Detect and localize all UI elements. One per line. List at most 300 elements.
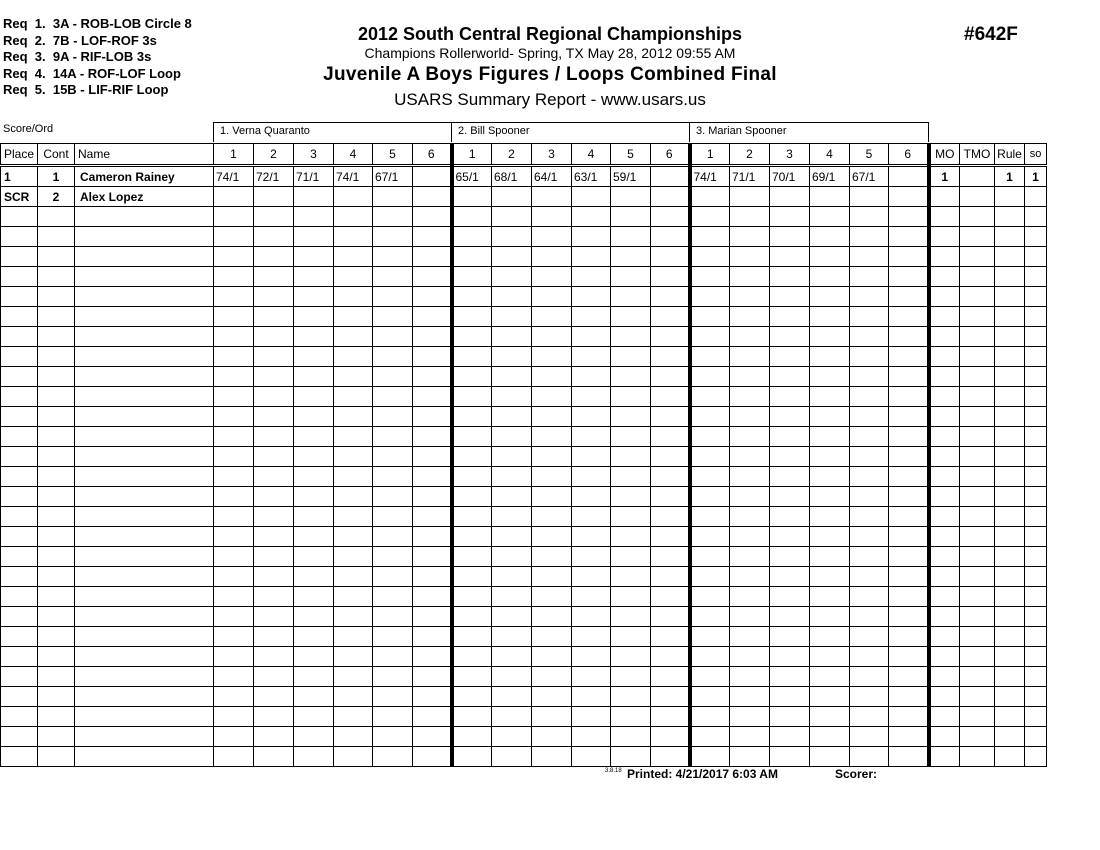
empty-cell	[254, 647, 294, 667]
empty-cell	[995, 287, 1025, 307]
empty-cell	[929, 607, 960, 627]
empty-cell	[1, 487, 38, 507]
empty-cell	[572, 487, 611, 507]
empty-cell	[452, 207, 492, 227]
col-j3-fig4: 4	[810, 144, 850, 166]
empty-cell	[413, 287, 452, 307]
empty-cell	[611, 407, 651, 427]
empty-cell	[730, 407, 770, 427]
empty-cell	[810, 647, 850, 667]
so-cell	[1025, 187, 1047, 207]
empty-cell	[214, 467, 254, 487]
requirement-4: Req 4. 14A - ROF-LOF Loop	[3, 65, 181, 81]
empty-cell	[413, 747, 452, 767]
score-cell: 74/1	[214, 166, 254, 187]
empty-cell	[492, 747, 532, 767]
empty-cell	[960, 267, 995, 287]
empty-cell	[572, 567, 611, 587]
empty-cell	[38, 507, 75, 527]
empty-cell	[413, 447, 452, 467]
score-cell	[889, 187, 929, 207]
empty-cell	[1025, 387, 1047, 407]
empty-cell	[730, 547, 770, 567]
empty-cell	[611, 707, 651, 727]
empty-cell	[413, 587, 452, 607]
empty-cell	[611, 527, 651, 547]
empty-cell	[373, 327, 413, 347]
empty-cell	[38, 367, 75, 387]
report-subtitle: USARS Summary Report - www.usars.us	[394, 90, 706, 109]
empty-cell	[611, 247, 651, 267]
empty-cell	[611, 327, 651, 347]
empty-cell	[254, 507, 294, 527]
empty-cell	[611, 287, 651, 307]
empty-cell	[995, 427, 1025, 447]
empty-cell	[960, 727, 995, 747]
mo-cell	[929, 187, 960, 207]
empty-cell	[254, 307, 294, 327]
empty-cell	[532, 707, 572, 727]
empty-cell	[373, 747, 413, 767]
empty-cell	[532, 667, 572, 687]
empty-cell	[1025, 587, 1047, 607]
empty-cell	[492, 507, 532, 527]
empty-cell	[214, 367, 254, 387]
empty-cell	[572, 647, 611, 667]
empty-cell	[38, 647, 75, 667]
empty-cell	[611, 547, 651, 567]
empty-cell	[929, 667, 960, 687]
empty-cell	[995, 247, 1025, 267]
score-cell: 65/1	[452, 166, 492, 187]
empty-cell	[75, 667, 214, 687]
empty-cell	[254, 227, 294, 247]
empty-cell	[452, 627, 492, 647]
col-j2-fig4: 4	[572, 144, 611, 166]
empty-cell	[532, 467, 572, 487]
empty-cell	[413, 367, 452, 387]
empty-cell	[1025, 507, 1047, 527]
empty-cell	[294, 627, 334, 647]
empty-cell	[730, 627, 770, 647]
empty-cell	[294, 567, 334, 587]
empty-cell	[413, 667, 452, 687]
empty-cell	[690, 687, 730, 707]
empty-cell	[492, 367, 532, 387]
empty-cell	[254, 207, 294, 227]
col-j1-fig1: 1	[214, 144, 254, 166]
empty-cell	[960, 387, 995, 407]
empty-cell	[373, 567, 413, 587]
empty-cell	[690, 587, 730, 607]
empty-cell	[690, 727, 730, 747]
empty-cell	[730, 647, 770, 667]
empty-cell	[492, 627, 532, 647]
empty-cell	[690, 227, 730, 247]
empty-cell	[294, 287, 334, 307]
empty-cell	[492, 547, 532, 567]
empty-cell	[611, 727, 651, 747]
empty-cell	[38, 267, 75, 287]
empty-cell	[294, 327, 334, 347]
empty-cell	[1025, 227, 1047, 247]
empty-cell	[452, 267, 492, 287]
place-cell: SCR	[1, 187, 38, 207]
empty-table-row	[1, 447, 1047, 467]
empty-cell	[730, 287, 770, 307]
empty-cell	[38, 427, 75, 447]
empty-cell	[960, 707, 995, 727]
score-cell	[214, 187, 254, 207]
col-name: Name	[75, 144, 214, 166]
empty-cell	[532, 527, 572, 547]
requirement-5: Req 5. 15B - LIF-RIF Loop	[3, 82, 169, 97]
empty-cell	[334, 567, 373, 587]
empty-cell	[889, 747, 929, 767]
empty-cell	[214, 287, 254, 307]
score-cell	[492, 187, 532, 207]
empty-cell	[770, 567, 810, 587]
empty-cell	[214, 527, 254, 547]
col-j2-fig6: 6	[651, 144, 690, 166]
score-cell: 69/1	[810, 166, 850, 187]
empty-cell	[690, 487, 730, 507]
empty-cell	[1, 527, 38, 547]
score-cell: 71/1	[294, 166, 334, 187]
empty-cell	[373, 447, 413, 467]
empty-cell	[730, 387, 770, 407]
empty-cell	[850, 247, 889, 267]
empty-cell	[38, 547, 75, 567]
judge-2-header: 2. Bill Spooner	[451, 122, 690, 142]
empty-table-row	[1, 387, 1047, 407]
empty-cell	[651, 587, 690, 607]
empty-cell	[850, 327, 889, 347]
so-cell: 1	[1025, 166, 1047, 187]
empty-cell	[572, 467, 611, 487]
empty-cell	[611, 487, 651, 507]
empty-cell	[334, 207, 373, 227]
empty-cell	[214, 427, 254, 447]
empty-cell	[373, 427, 413, 447]
empty-cell	[960, 347, 995, 367]
empty-cell	[889, 647, 929, 667]
empty-cell	[1, 687, 38, 707]
empty-cell	[995, 687, 1025, 707]
empty-cell	[1, 667, 38, 687]
empty-cell	[572, 707, 611, 727]
empty-cell	[214, 347, 254, 367]
empty-cell	[995, 407, 1025, 427]
empty-cell	[75, 287, 214, 307]
empty-cell	[214, 627, 254, 647]
empty-cell	[730, 487, 770, 507]
empty-cell	[889, 327, 929, 347]
empty-cell	[75, 727, 214, 747]
empty-cell	[929, 587, 960, 607]
empty-cell	[1, 647, 38, 667]
empty-cell	[960, 567, 995, 587]
empty-cell	[75, 367, 214, 387]
results-table	[0, 143, 1047, 767]
empty-cell	[1, 287, 38, 307]
empty-cell	[373, 227, 413, 247]
empty-cell	[730, 327, 770, 347]
empty-cell	[730, 527, 770, 547]
empty-cell	[810, 727, 850, 747]
empty-cell	[611, 607, 651, 627]
empty-cell	[334, 667, 373, 687]
empty-cell	[651, 407, 690, 427]
empty-cell	[995, 487, 1025, 507]
col-so: so	[1025, 144, 1047, 166]
empty-cell	[214, 607, 254, 627]
empty-cell	[611, 507, 651, 527]
empty-cell	[572, 507, 611, 527]
empty-cell	[850, 367, 889, 387]
empty-cell	[995, 367, 1025, 387]
empty-cell	[929, 387, 960, 407]
empty-cell	[214, 747, 254, 767]
empty-cell	[929, 207, 960, 227]
empty-cell	[889, 707, 929, 727]
empty-cell	[995, 647, 1025, 667]
empty-cell	[770, 687, 810, 707]
empty-cell	[214, 727, 254, 747]
empty-cell	[730, 507, 770, 527]
empty-cell	[850, 387, 889, 407]
empty-cell	[810, 587, 850, 607]
empty-cell	[770, 227, 810, 247]
empty-cell	[413, 347, 452, 367]
empty-cell	[611, 427, 651, 447]
empty-cell	[334, 627, 373, 647]
col-j1-fig5: 5	[373, 144, 413, 166]
empty-table-row	[1, 647, 1047, 667]
col-rule: Rule	[995, 144, 1025, 166]
empty-table-row	[1, 727, 1047, 747]
empty-cell	[929, 727, 960, 747]
empty-cell	[532, 727, 572, 747]
empty-cell	[810, 547, 850, 567]
col-j3-fig3: 3	[770, 144, 810, 166]
empty-cell	[294, 447, 334, 467]
empty-cell	[254, 327, 294, 347]
empty-cell	[572, 527, 611, 547]
empty-cell	[651, 747, 690, 767]
empty-cell	[1, 747, 38, 767]
empty-cell	[38, 327, 75, 347]
empty-cell	[929, 367, 960, 387]
empty-cell	[929, 687, 960, 707]
empty-cell	[889, 407, 929, 427]
empty-cell	[611, 347, 651, 367]
empty-cell	[334, 307, 373, 327]
empty-cell	[413, 247, 452, 267]
empty-cell	[690, 407, 730, 427]
empty-cell	[294, 247, 334, 267]
empty-cell	[38, 587, 75, 607]
empty-cell	[770, 667, 810, 687]
empty-cell	[452, 247, 492, 267]
empty-cell	[294, 307, 334, 327]
empty-cell	[532, 487, 572, 507]
empty-cell	[929, 507, 960, 527]
empty-cell	[889, 447, 929, 467]
empty-cell	[75, 527, 214, 547]
empty-cell	[214, 567, 254, 587]
empty-cell	[334, 727, 373, 747]
empty-cell	[611, 367, 651, 387]
empty-cell	[611, 687, 651, 707]
empty-cell	[730, 467, 770, 487]
empty-cell	[452, 727, 492, 747]
cont-cell: 1	[38, 166, 75, 187]
score-cell: 68/1	[492, 166, 532, 187]
empty-cell	[373, 467, 413, 487]
empty-cell	[770, 607, 810, 627]
mo-cell: 1	[929, 166, 960, 187]
empty-table-row	[1, 347, 1047, 367]
empty-cell	[1025, 287, 1047, 307]
empty-cell	[334, 467, 373, 487]
empty-cell	[334, 647, 373, 667]
empty-cell	[690, 367, 730, 387]
requirements-list	[3, 16, 192, 99]
empty-cell	[770, 587, 810, 607]
empty-cell	[214, 207, 254, 227]
empty-cell	[730, 367, 770, 387]
empty-cell	[373, 527, 413, 547]
empty-cell	[1, 447, 38, 467]
empty-cell	[38, 387, 75, 407]
empty-table-row	[1, 427, 1047, 447]
empty-table-row	[1, 627, 1047, 647]
table-row	[1, 166, 1047, 187]
empty-cell	[75, 447, 214, 467]
empty-cell	[929, 427, 960, 447]
empty-cell	[770, 327, 810, 347]
empty-cell	[611, 627, 651, 647]
empty-cell	[730, 267, 770, 287]
empty-cell	[38, 567, 75, 587]
empty-cell	[373, 547, 413, 567]
empty-cell	[730, 607, 770, 627]
empty-cell	[413, 627, 452, 647]
empty-cell	[75, 267, 214, 287]
empty-cell	[810, 747, 850, 767]
empty-cell	[810, 527, 850, 547]
empty-cell	[810, 367, 850, 387]
empty-cell	[889, 607, 929, 627]
empty-cell	[929, 527, 960, 547]
empty-cell	[810, 327, 850, 347]
empty-cell	[1, 727, 38, 747]
col-tmo: TMO	[960, 144, 995, 166]
empty-cell	[214, 647, 254, 667]
empty-cell	[572, 447, 611, 467]
empty-cell	[413, 527, 452, 547]
empty-cell	[413, 547, 452, 567]
empty-cell	[770, 727, 810, 747]
empty-cell	[38, 347, 75, 367]
empty-cell	[452, 467, 492, 487]
empty-cell	[929, 467, 960, 487]
empty-cell	[770, 507, 810, 527]
empty-cell	[1025, 567, 1047, 587]
empty-cell	[850, 207, 889, 227]
empty-cell	[995, 707, 1025, 727]
empty-cell	[611, 307, 651, 327]
empty-cell	[413, 647, 452, 667]
empty-cell	[1025, 667, 1047, 687]
empty-cell	[960, 527, 995, 547]
empty-cell	[651, 667, 690, 687]
empty-cell	[572, 627, 611, 647]
empty-cell	[75, 247, 214, 267]
empty-cell	[995, 307, 1025, 327]
empty-cell	[532, 307, 572, 327]
empty-cell	[214, 387, 254, 407]
empty-cell	[38, 307, 75, 327]
empty-cell	[889, 527, 929, 547]
empty-cell	[651, 467, 690, 487]
empty-cell	[452, 587, 492, 607]
empty-cell	[850, 267, 889, 287]
empty-cell	[651, 447, 690, 467]
empty-cell	[1025, 307, 1047, 327]
col-mo: MO	[929, 144, 960, 166]
empty-cell	[373, 247, 413, 267]
empty-cell	[1, 467, 38, 487]
col-j3-fig5: 5	[850, 144, 889, 166]
empty-cell	[294, 647, 334, 667]
empty-cell	[532, 367, 572, 387]
empty-cell	[960, 367, 995, 387]
empty-cell	[929, 287, 960, 307]
empty-cell	[294, 387, 334, 407]
empty-cell	[1025, 687, 1047, 707]
col-j1-fig2: 2	[254, 144, 294, 166]
empty-cell	[889, 347, 929, 367]
empty-table-row	[1, 367, 1047, 387]
empty-cell	[651, 727, 690, 747]
rule-cell	[995, 187, 1025, 207]
empty-cell	[413, 307, 452, 327]
empty-cell	[572, 747, 611, 767]
empty-cell	[373, 647, 413, 667]
empty-cell	[334, 507, 373, 527]
empty-table-row	[1, 247, 1047, 267]
empty-cell	[690, 287, 730, 307]
score-cell	[651, 187, 690, 207]
empty-cell	[611, 467, 651, 487]
empty-cell	[572, 687, 611, 707]
empty-cell	[492, 527, 532, 547]
empty-cell	[960, 467, 995, 487]
empty-cell	[492, 607, 532, 627]
col-j1-fig6: 6	[413, 144, 452, 166]
empty-cell	[334, 527, 373, 547]
empty-cell	[995, 467, 1025, 487]
empty-cell	[651, 707, 690, 727]
empty-cell	[960, 667, 995, 687]
empty-cell	[651, 247, 690, 267]
empty-cell	[690, 347, 730, 367]
col-j1-fig4: 4	[334, 144, 373, 166]
empty-cell	[334, 487, 373, 507]
empty-cell	[254, 467, 294, 487]
